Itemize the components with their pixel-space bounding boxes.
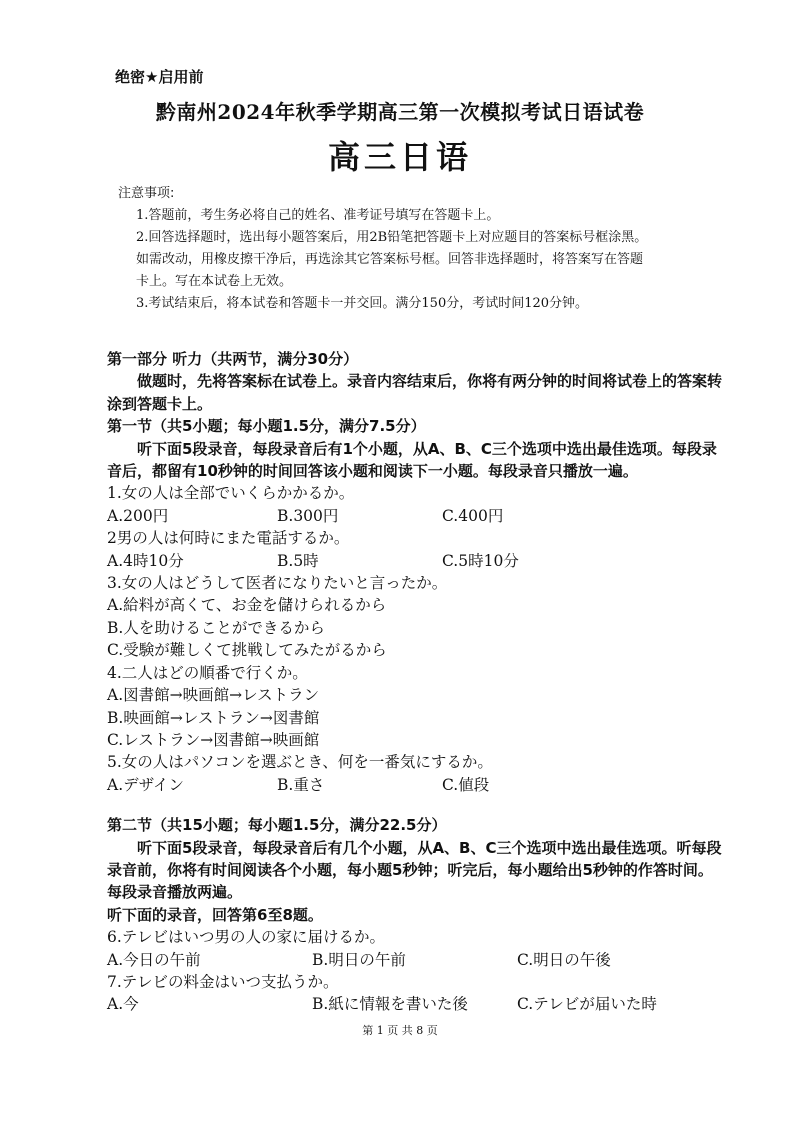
listen-instruction: 听下面的录音，回答第6至8题。 [107,905,323,924]
question-options [107,550,727,572]
option-b: B.5時 [277,551,319,570]
section-heading: 第一节（共5小题；每小题1.5分，满分7.5分） [107,417,426,436]
option-a: A.200円 [107,506,169,525]
option-a: A.給料が高くて、お金を儲けられるから [107,596,387,615]
part-heading: 第一部分 听力（共两节，满分30分） [107,350,359,368]
question-text: 3.女の人はどうして医者になりたいと言ったか。 [107,574,448,593]
note-item-continued: 卡上。写在本试卷上无效。 [136,274,293,289]
option-c: C.400円 [442,506,504,525]
note-item: 1.答题前，考生务必将自己的姓名、准考证号填写在答题卡上。 [136,208,500,223]
exam-title: 黔南州2024年秋季学期高三第一次模拟考试日语试卷 [155,100,645,124]
section-heading: 第二节（共15小题；每小题1.5分，满分22.5分） [107,816,447,835]
option-a: A.4時10分 [107,551,184,570]
question-text: 5.女の人はパソコンを選ぶとき、何を一番気にするか。 [107,753,493,772]
question-text: 7.テレビの料金はいつ支払うか。 [107,972,339,991]
note-item-continued: 如需改动，用橡皮擦干净后，再选涂其它答案标号框。回答非选择题时，将答案写在答题 [136,252,644,267]
option-c: C.テレビが届いた時 [517,995,657,1014]
option-b: B.紙に情報を書いた後 [312,995,468,1014]
option-a: A.図書館→映画館→レストラン [107,686,320,705]
option-c: C.受験が難しくて挑戦してみたがるから [107,641,387,660]
question-options [107,993,727,1015]
question-options [107,774,727,796]
question-options [107,505,727,527]
option-a: A.今日の午前 [107,950,201,969]
option-c: C.レストラン→図書館→映画館 [107,730,320,749]
option-b: B.明日の午前 [312,950,406,969]
option-b: B.人を助けることができるから [107,618,325,637]
exam-subtitle: 高三日语 [327,138,472,176]
page-footer: 第 1 页 共 8 页 [362,1024,438,1037]
section-instruction: 听下面5段录音，每段录音后有1个小题，从A、B、C三个选项中选出最佳选项。每段录音后，都留有10秒钟的时间回答该小题和阅读下一小题。每段录音只播放一遍。 [107,439,717,481]
option-a: A.今 [107,995,139,1014]
question-text: 4.二人はどの順番で行くか。 [107,663,308,682]
question-text: 6.テレビはいつ男の人の家に届けるか。 [107,928,385,947]
option-b: B.300円 [277,506,339,525]
option-c: C.明日の午後 [517,950,611,969]
confidential-label: 绝密★启用前 [115,68,204,86]
option-a: A.デザイン [107,775,185,794]
option-b: B.映画館→レストラン→図書館 [107,708,320,727]
option-c: C.値段 [442,775,490,794]
exam-content [107,348,727,1016]
section-instruction: 听下面5段录音，每段录音后有几个小题，从A、B、C三个选项中选出最佳选项。听每段录音前，你将有时间阅读各个小题，每小题5秒钟；听完后，每小题给出5秒钟的作答时间。每段录音播放两遍。 [107,838,722,902]
question-options [107,949,727,971]
part-instruction: 做题时，先将答案标在试卷上。录音内容结束后，你将有两分钟的时间将试卷上的答案转涂到答题卡上。 [107,372,723,413]
option-c: C.5時10分 [442,551,519,570]
option-b: B.重さ [277,775,325,794]
question-text: 2男の人は何時にまた電話するか。 [107,529,350,548]
note-item: 2.回答选择题时，选出每小题答案后，用2B铅笔把答题卡上对应题目的答案标号框涂黑。 [136,230,648,245]
note-item: 3.考试结束后，将本试卷和答题卡一并交回。满分150分，考试时间120分钟。 [136,296,589,311]
question-text: 1.女の人は全部でいくらかかるか。 [107,484,355,503]
notes-heading: 注意事项: [118,186,175,201]
notes-block [118,183,718,315]
